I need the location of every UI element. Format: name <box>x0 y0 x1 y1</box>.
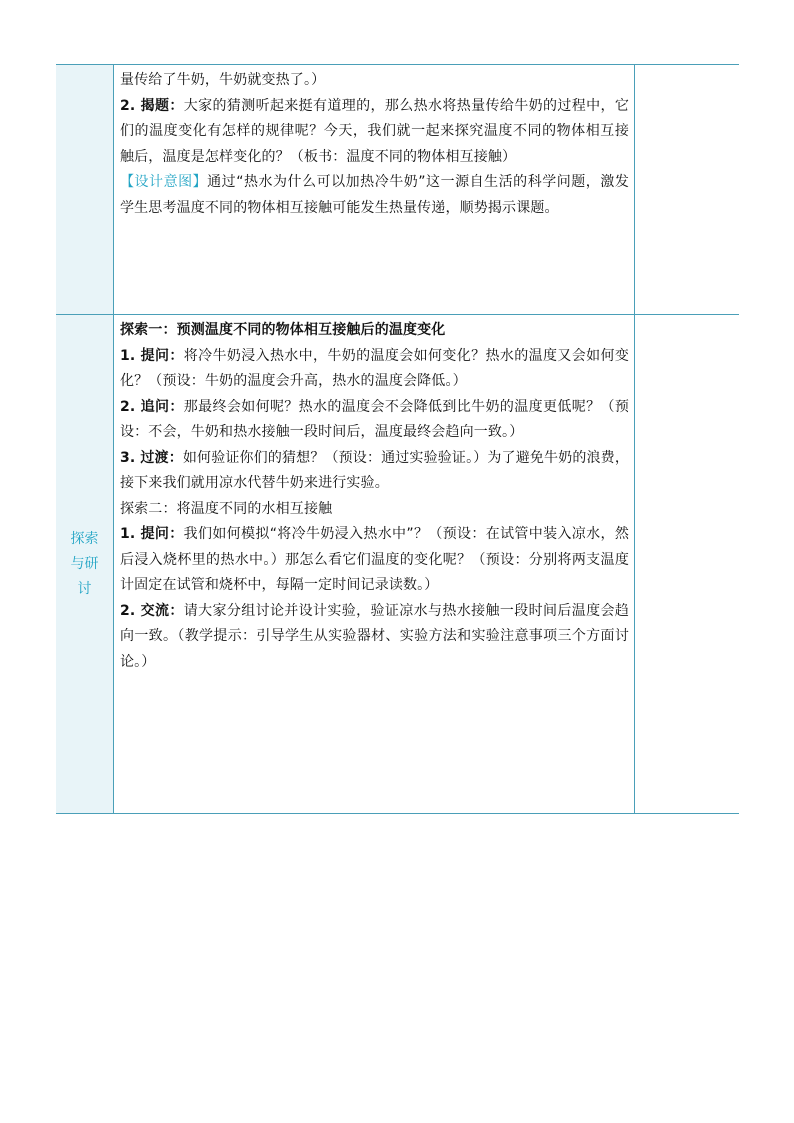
section-label-cell <box>56 65 114 315</box>
notes-cell <box>635 65 740 315</box>
section-label-line: 与研 <box>70 555 99 572</box>
paragraph: 2. 交流：请大家分组讨论并设计实验，验证凉水与热水接触一段时间后温度会趋向一致。（教学提示：引导学生从实验器材、实验方法和实验注意事项三个方面讨论。） <box>120 602 629 670</box>
design-intent-paragraph: 【设计意图】通过“热水为什么可以加热冷牛奶”这一源自生活的科学问题，激发学生思考温度不同的物体相互接触可能发生热量传递，顺势揭示课题。 <box>120 174 629 216</box>
table-row <box>56 65 739 315</box>
content-cell <box>114 315 635 814</box>
paragraph: 1. 提问：我们如何模拟“将冷牛奶浸入热水中”？（预设：在试管中装入凉水，然后浸入烧杯里的热水中。）那怎么看它们温度的变化呢？（预设：分别将两支温度计固定在试管和烧杯中，每隔一定时间记录读数。） <box>120 526 629 593</box>
paragraph: 2. 追问：那最终会如何呢？热水的温度会不会降低到比牛奶的温度更低呢？（预设：不会，牛奶和热水接触一段时间后，温度最终会趋向一致。） <box>120 398 629 440</box>
design-intent-tag: 【设计意图】 <box>120 174 208 190</box>
section-label-line: 探索 <box>70 530 99 547</box>
paragraph: 1. 提问：将冷牛奶浸入热水中，牛奶的温度会如何变化？热水的温度又会如何变化？（预设：牛奶的温度会升高，热水的温度会降低。） <box>120 347 629 389</box>
section-label-line: 讨 <box>77 580 92 597</box>
paragraph: 量传给了牛奶，牛奶就变热了。） <box>120 72 326 88</box>
content-cell <box>114 65 635 315</box>
section-label-cell <box>56 315 114 814</box>
table-row <box>56 315 739 814</box>
notes-cell <box>635 315 740 814</box>
lesson-plan-table <box>56 64 739 814</box>
paragraph: 2. 揭题：大家的猜测听起来挺有道理的，那么热水将热量传给牛奶的过程中，它们的温度变化有怎样的规律呢？今天，我们就一起来探究温度不同的物体相互接触后，温度是怎样变化的？（板书：温度不同的物体相互接触） <box>120 97 629 165</box>
section-heading: 探索一：预测温度不同的物体相互接触后的温度变化 <box>120 322 446 338</box>
paragraph: 3. 过渡：如何验证你们的猜想？（预设：通过实验验证。）为了避免牛奶的浪费，接下来我们就用凉水代替牛奶来进行实验。 <box>120 449 629 491</box>
subsection-heading: 探索二：将温度不同的水相互接触 <box>120 500 333 517</box>
